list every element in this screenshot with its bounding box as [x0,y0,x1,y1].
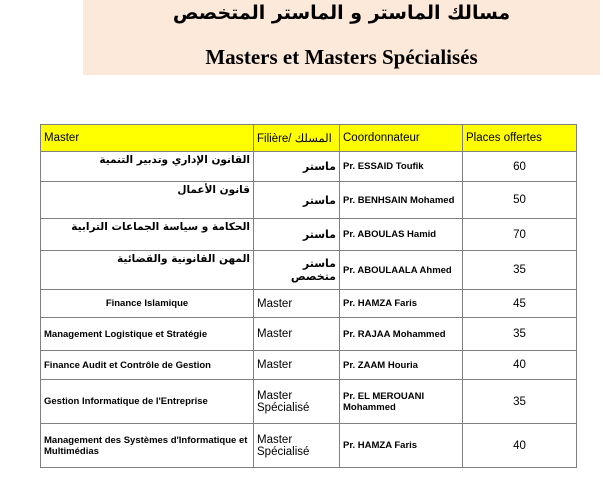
filiere-value: ماستر [254,219,340,251]
table-row [41,424,577,468]
coordinator-name: Pr. BENHSAIN Mohamed [340,182,463,219]
master-name: Finance Audit et Contrôle de Gestion [41,351,254,380]
coordinator-name: Pr. ESSAID Toufik [340,152,463,182]
page-title-arabic: مسالك الماستر و الماستر المتخصص [172,2,511,24]
filiere-value: Master Spécialisé [254,380,340,424]
page-title-french: Masters et Masters Spécialisés [205,45,478,69]
filiere-value: ماستر متخصص [254,251,340,290]
table-row [41,380,577,424]
title-banner [83,0,600,75]
coordinator-name: Pr. HAMZA Faris [340,290,463,318]
places-count: 35 [463,251,577,290]
filiere-value: Master Spécialisé [254,424,340,468]
table-header-row [41,125,577,152]
filiere-value: ماستر [254,182,340,219]
table-row [41,251,577,290]
coordinator-name: Pr. EL MEROUANI Mohammed [340,380,463,424]
coordinator-name: Pr. RAJAA Mohammed [340,318,463,351]
table-row [41,318,577,351]
places-count: 40 [463,424,577,468]
master-name: Finance Islamique [41,290,254,318]
table-row [41,351,577,380]
table-row [41,182,577,219]
coordinator-name: Pr. ABOULAS Hamid [340,219,463,251]
places-count: 35 [463,380,577,424]
column-header-places: Places offertes [463,125,577,152]
table-row [41,219,577,251]
filiere-value: Master [254,290,340,318]
coordinator-name: Pr. ZAAM Houria [340,351,463,380]
places-count: 60 [463,152,577,182]
master-name: Management Logistique et Stratégie [41,318,254,351]
column-header-coordonnateur: Coordonnateur [340,125,463,152]
master-name: القانون الإداري وتدبير التنمية [41,152,254,182]
master-name: المهن القانونية والقضائية [41,251,254,290]
master-name: الحكامة و سياسة الجماعات الترابية [41,219,254,251]
places-count: 40 [463,351,577,380]
table-row [41,152,577,182]
filiere-value: Master [254,351,340,380]
places-count: 70 [463,219,577,251]
masters-table [40,124,577,468]
column-header-filiere: Filière/ المسلك [254,125,340,152]
filiere-value: ماستر [254,152,340,182]
coordinator-name: Pr. HAMZA Faris [340,424,463,468]
filiere-value: Master [254,318,340,351]
coordinator-name: Pr. ABOULAALA Ahmed [340,251,463,290]
master-name: Gestion Informatique de l'Entreprise [41,380,254,424]
table-row [41,290,577,318]
master-name: قانون الأعمال [41,182,254,219]
column-header-master: Master [41,125,254,152]
master-name: Management des Systèmes d'Informatique et Multimédias [41,424,254,468]
places-count: 45 [463,290,577,318]
places-count: 50 [463,182,577,219]
places-count: 35 [463,318,577,351]
